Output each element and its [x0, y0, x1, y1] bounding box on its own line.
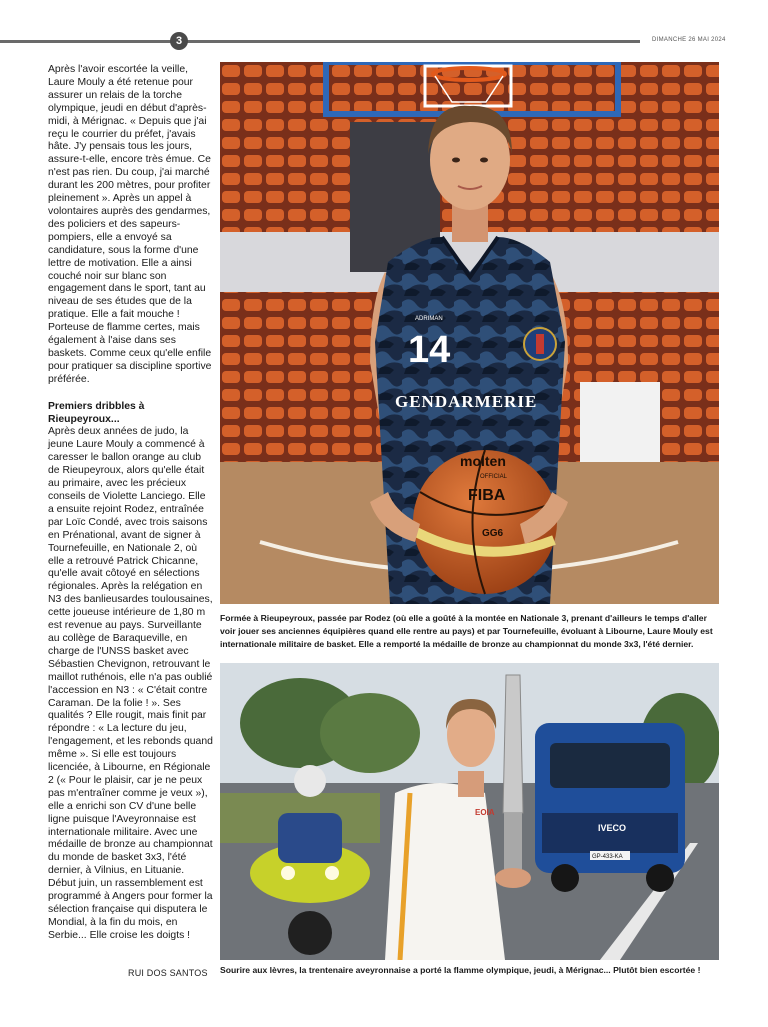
- jersey-number: 14: [408, 329, 451, 371]
- player-photo-image: [220, 62, 719, 604]
- article-paragraph: Après l'avoir escortée la veille, Laure Mouly a été retenue pour assurer un relais de la torche olympique, jeudi en début d'après-midi, à Mérignac. « Depuis que j'ai reçu le courrier du préfet, j'avais hâte. J'y pensais tous les jours, assure-t-elle, encore très émue. Ce n'est pas rien. Du coup, j'ai marché durant les 200 mètres, pour profiter pleinement ». Après un appel à volontaires auprès des gendarmes, des policiers et des sapeurs-pompiers, elle a envoyé sa candidature, sous la forme d'une lettre de motivation. Elle a ainsi couché noir sur blanc son engagement dans le sport, tant au niveau de ses études que de la pratique. Elle a fait mouche ! Porteuse de flamme certes, mais également à l'aise dans ses baskets. Comme ceux qu'elle enfile pour pratiquer sa discipline sportive préférée.: [48, 64, 212, 385]
- ball-fiba: FIBA: [468, 487, 506, 504]
- torch-photo: [220, 663, 719, 960]
- article-subheading: Premiers dribbles à Rieupeyroux...: [48, 400, 145, 425]
- ball-brand: molten: [460, 453, 506, 469]
- author-byline: RUI DOS SANTOS: [128, 968, 208, 978]
- photo-caption: Sourire aux lèvres, la trentenaire aveyronnaise a porté la flamme olympique, jeudi, à Mérignac... Plutôt bien escortée !: [220, 965, 701, 975]
- article-paragraph: Après deux années de judo, la jeune Laure Mouly a commencé à caresser le ballon orange au club de Rieupeyroux, alors qu'elle était au primaire, avec les précieux conseils de Violette Lanciego. Elle a ensuite rejoint Rodez, entraînée par Loïc Condé, avec trois saisons en Prénational, avant de signer à Tournefeuille, en Nationale 2, où elle a retrouvé Patrick Chicanne, qu'elle avait côtoyé en sélections régionales. Après la relégation en N3 des banlieusardes toulousaines, cette joueuse intérieure de 1,80 m est revenue au pays. Surveillante au collège de Baraqueville, en charge de l'UNSS basket avec Sébastien Chevignon, retrouvant le maillot ruthénois, elle n'a pas oublié l'accession en N3 : « C'était contre Caraman. De la folie ! ». Ses qualités ? Elle rougit, mais finit par répondre : « La lecture du jeu, l'engagement, et les rebonds quand même ». Si elle est toujours licenciée, à Libourne, en Régionale 2 (« Pour le plaisir, car je ne peux pas m'entraîner comme je veux »), elle a enrichi son CV d'une belle ligne puisque l'Aveyronnaise est internationale militaire. Avec une médaille de bronze au championnat du monde de basket 3x3, l'été dernier, à Vilnius, en Lituanie. Début juin, un rassemblement est programmé à Angers pour former la sélection française qui disputera le Mondial, à la fin du mois, en Serbie... Elle croise les doigts !: [48, 426, 213, 941]
- issue-date: DIMANCHE 26 MAI 2024: [652, 37, 726, 43]
- shirt-text: EOIA: [475, 808, 495, 817]
- torch-photo-image: [220, 663, 719, 960]
- player-photo: [220, 62, 719, 604]
- photo-caption: Formée à Rieupeyroux, passée par Rodez (où elle a goûté à la montée en Nationale 3, prenant d'ailleurs le temps d'aller voir jouer ses anciennes équipières quand elle rentre au pays) et par Tournefeuille, évoluant à Libourne, Laure Mouly est internationale militaire de basket. Elle a remporté la médaille de bronze au championnat du monde 3x3, l'été dernier.: [220, 613, 713, 649]
- jersey-brand: ADRIMAN: [415, 316, 443, 322]
- jersey-text: GENDARMERIE: [395, 392, 538, 411]
- ball-model: GG6: [482, 528, 504, 539]
- van-plate: GP-433-KA: [592, 854, 623, 860]
- header-rule: [0, 40, 640, 43]
- article-column: [48, 64, 214, 943]
- ball-official: OFFICIAL: [480, 474, 508, 480]
- van-brand: IVECO: [598, 823, 627, 833]
- page-number: 3: [170, 32, 188, 50]
